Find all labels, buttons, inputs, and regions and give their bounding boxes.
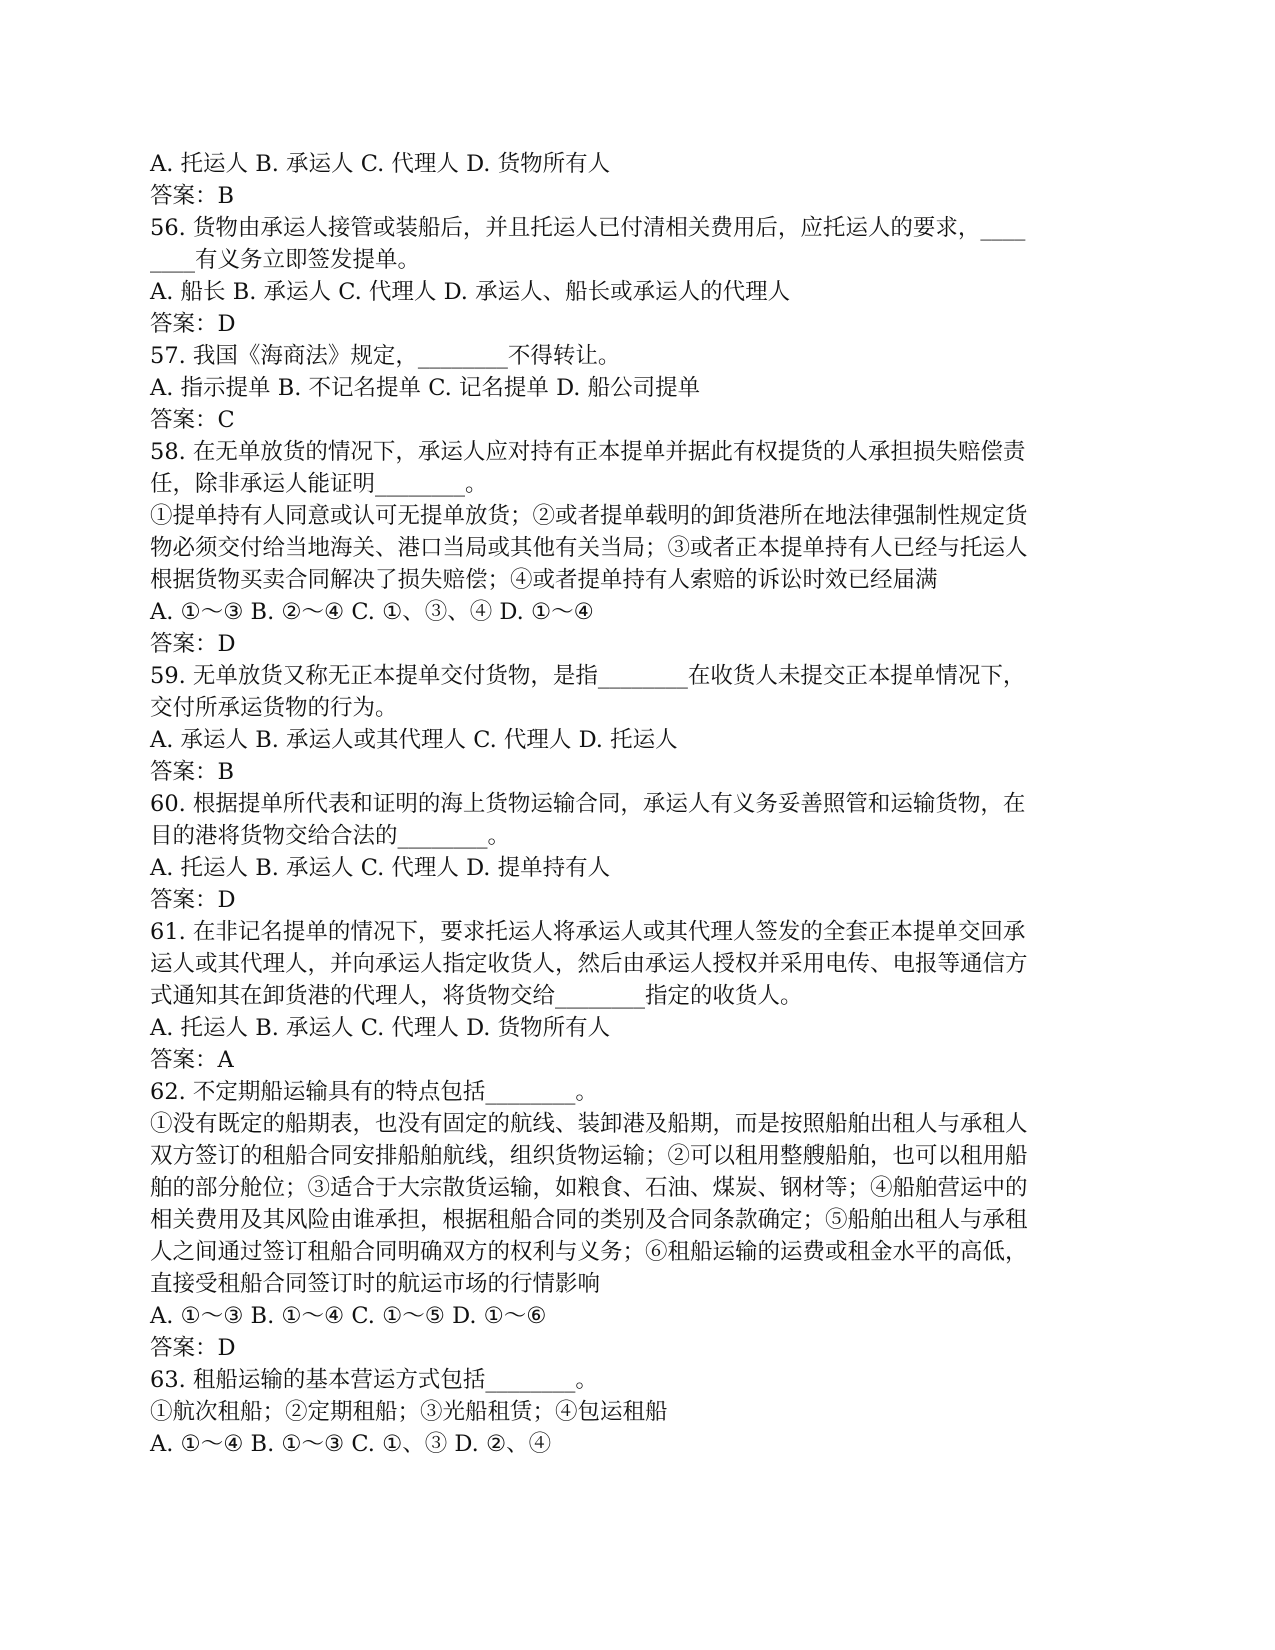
question-60: 60. 根据提单所代表和证明的海上货物运输合同，承运人有义务妥善照管和运输货物，在 (150, 791, 1026, 817)
answer-line: 答案：B (150, 759, 235, 785)
question-58-cont: 任，除非承运人能证明________。 (150, 471, 488, 497)
options-line: A. 托运人 B. 承运人 C. 代理人 D. 提单持有人 (150, 855, 611, 881)
statement-line: ①航次租船；②定期租船；③光船租赁；④包运租船 (150, 1399, 668, 1425)
statement-line: ①没有既定的船期表，也没有固定的航线、装卸港及船期，而是按照船舶出租人与承租人 (150, 1111, 1028, 1137)
options-line: A. 托运人 B. 承运人 C. 代理人 D. 货物所有人 (150, 151, 611, 177)
document-page (150, 148, 1120, 1460)
statement-line: 双方签订的租船合同安排船舶航线，组织货物运输；②可以租用整艘船舶，也可以租用船 (150, 1143, 1028, 1169)
question-60-cont: 目的港将货物交给合法的________。 (150, 823, 511, 849)
question-61-cont: 运人或其代理人，并向承运人指定收货人，然后由承运人授权并采用电传、电报等通信方 (150, 951, 1028, 977)
answer-line: 答案：C (150, 407, 235, 433)
options-line: A. 船长 B. 承运人 C. 代理人 D. 承运人、船长或承运人的代理人 (150, 279, 791, 305)
options-line: A. 指示提单 B. 不记名提单 C. 记名提单 D. 船公司提单 (150, 375, 701, 401)
answer-line: 答案：D (150, 311, 236, 337)
statement-line: 人之间通过签订租船合同明确双方的权利与义务；⑥租船运输的运费或租金水平的高低， (150, 1239, 1028, 1265)
options-line: A. 承运人 B. 承运人或其代理人 C. 代理人 D. 托运人 (150, 727, 678, 753)
options-line: A. ①～③ B. ①～④ C. ①～⑤ D. ①～⑥ (150, 1303, 547, 1329)
options-line: A. 托运人 B. 承运人 C. 代理人 D. 货物所有人 (150, 1015, 611, 1041)
statement-line: 物必须交付给当地海关、港口当局或其他有关当局；③或者正本提单持有人已经与托运人 (150, 535, 1028, 561)
answer-line: 答案：A (150, 1047, 234, 1073)
statement-line: ①提单持有人同意或认可无提单放货；②或者提单载明的卸货港所在地法律强制性规定货 (150, 503, 1028, 529)
options-line: A. ①～④ B. ①～③ C. ①、③ D. ②、④ (150, 1431, 552, 1457)
question-61-cont: 式通知其在卸货港的代理人，将货物交给________指定的收货人。 (150, 983, 803, 1009)
options-line: A. ①～③ B. ②～④ C. ①、③、④ D. ①～④ (150, 599, 594, 625)
question-56-cont: ____有义务立即签发提单。 (150, 247, 421, 273)
question-61: 61. 在非记名提单的情况下，要求托运人将承运人或其代理人签发的全套正本提单交回承 (150, 919, 1026, 945)
statement-line: 相关费用及其风险由谁承担，根据租船合同的类别及合同条款确定；⑤船舶出租人与承租 (150, 1207, 1028, 1233)
statement-line: 直接受租船合同签订时的航运市场的行情影响 (150, 1271, 601, 1297)
question-63: 63. 租船运输的基本营运方式包括________。 (150, 1367, 598, 1393)
answer-line: 答案：B (150, 183, 235, 209)
question-59: 59. 无单放货又称无正本提单交付货物，是指________在收货人未提交正本提单情况下， (150, 663, 1026, 689)
answer-line: 答案：D (150, 887, 236, 913)
answer-line: 答案：D (150, 1335, 236, 1361)
question-59-cont: 交付所承运货物的行为。 (150, 695, 398, 721)
question-62: 62. 不定期船运输具有的特点包括________。 (150, 1079, 598, 1105)
question-56: 56. 货物由承运人接管或装船后，并且托运人已付清相关费用后，应托运人的要求，____ (150, 215, 1026, 241)
question-57: 57. 我国《海商法》规定，________不得转让。 (150, 343, 621, 369)
answer-line: 答案：D (150, 631, 236, 657)
question-58: 58. 在无单放货的情况下，承运人应对持有正本提单并据此有权提货的人承担损失赔偿责 (150, 439, 1026, 465)
statement-line: 舶的部分舱位；③适合于大宗散货运输，如粮食、石油、煤炭、钢材等；④船舶营运中的 (150, 1175, 1028, 1201)
statement-line: 根据货物买卖合同解决了损失赔偿；④或者提单持有人索赔的诉讼时效已经届满 (150, 567, 938, 593)
